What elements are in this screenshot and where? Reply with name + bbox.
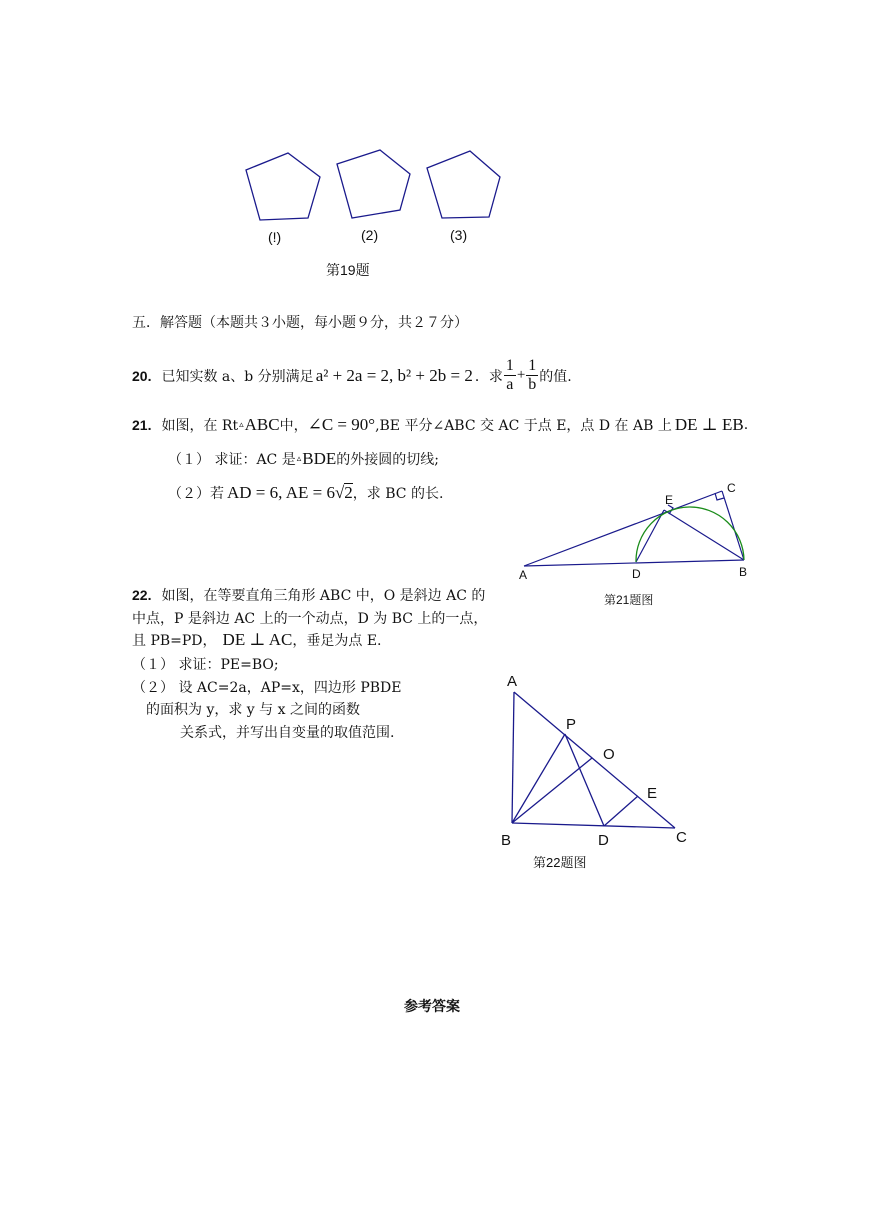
q22-part1: （１） 求证：PE=BO; [132,657,279,673]
q21-line1-b: 中， [279,418,308,434]
q20-number: 20. [132,367,152,384]
q21-line1-a: 如图，在 Rt [161,418,239,434]
sqrt-icon: √ [334,483,345,502]
pentagon-2 [337,150,410,218]
label-e: E [665,493,674,507]
q20-plus: + [516,367,526,383]
q20-frac1-num: 1 [505,357,514,374]
q19-label-1: (!) [268,229,282,245]
q20-text-c: 的值. [539,368,572,385]
q21-part1 [168,449,439,469]
q22-figure [495,665,705,850]
q21-line1-c: ,BE 平分∠ABC 交 AC 于点 E，点 D 在 AB 上 [375,418,672,434]
q21-part1-b: 的外接圆的切线; [336,452,439,468]
segment-be [664,510,744,560]
q20-fraction-2 [526,358,538,393]
segment-ac [524,491,722,566]
segment-bc [722,491,744,560]
label-a: A [507,673,518,690]
q21-part1-a: （１） 求证：AC 是 [168,452,296,468]
q21-part2 [168,483,443,503]
q21-figure [512,478,762,583]
q21-tri-bde: BDE [302,449,337,468]
q22-part2-c: 关系式，并写出自变量的取值范围. [180,725,395,741]
q20-frac1-den: a [506,376,514,393]
q19-label-2: (2) [361,227,379,243]
answers-heading: 参考答案 [404,998,460,1014]
q21-tri-abc: ABC [244,415,280,434]
q21-angle-c: ∠C = 90° [307,415,376,434]
q21-line1-d: . [743,417,749,433]
circle-arc [636,507,744,562]
q21-part2-b: ，求 BC 的长. [352,486,444,502]
q20-fraction-1 [504,358,516,393]
label-c: C [727,481,736,495]
q21-number: 21. [132,417,152,433]
label-d: D [632,567,641,581]
q20-frac2-den: b [528,376,537,393]
segment-pd [565,734,604,826]
label-b: B [739,565,748,579]
q22-de-ac: DE ⊥ AC [222,630,293,649]
segment-ab [524,560,744,566]
q22-part2-a: （２） 设 AC=2a，AP=x，四边形 PBDE [132,680,402,696]
q21-ad-ae: AD = 6, AE = 6 [227,483,335,502]
pentagon-3 [427,151,500,218]
label-p: P [566,716,577,733]
section5-heading: 五．解答题（本题共３小题，每小题９分，共２７分） [132,315,468,331]
q20 [132,358,572,393]
q19-label-3: (3) [450,227,468,243]
label-e: E [647,785,658,802]
label-a: A [519,568,528,582]
q22-line1 [132,585,485,605]
label-o: O [603,746,615,763]
q21-line1 [132,415,748,435]
q19-caption: 第19题 [326,262,370,278]
q22-line1-text: 如图，在等要直角三角形 ABC 中，O 是斜边 AC 的 [161,588,486,604]
label-d: D [598,832,609,849]
q21-caption: 第21题图 [604,593,654,607]
label-c: C [676,829,687,846]
q21-de-eb: DE ⊥ EB [674,415,744,434]
segment-de [604,796,638,826]
q20-text-a: 已知实数 a、b 分别满足 [161,368,314,385]
q22-caption: 第22题图 [533,855,587,870]
segment-bo [512,758,592,823]
q22-line3 [132,630,382,650]
segment-ab [512,692,514,823]
q20-frac2-num: 1 [528,357,537,374]
label-b: B [501,832,512,849]
q20-equation: a² + 2a = 2, b² + 2b = 2 [315,365,473,385]
triangle-symbol-icon: ▵ [296,454,302,464]
q22-line3-a: 且 PB=PD， [132,633,217,649]
segment-ac [514,692,675,828]
q22-line2: 中点，P 是斜边 AC 上的一个动点，D 为 BC 上的一点， [132,611,488,627]
q22-line3-b: ，垂足为点 E. [292,633,382,649]
q21-sqrt-value: 2 [344,483,353,503]
q22-number: 22. [132,587,152,603]
q19-figure [230,140,520,240]
segment-bp [512,734,565,823]
triangle-symbol-icon: ▵ [239,420,244,430]
segment-bc [512,823,675,828]
q20-text-b: ．求 [474,368,503,385]
q21-part2-a: （２）若 [168,486,224,502]
q22-part2-b: 的面积为 y，求 y 与 x 之间的函数 [146,702,360,718]
pentagon-1 [246,153,320,220]
